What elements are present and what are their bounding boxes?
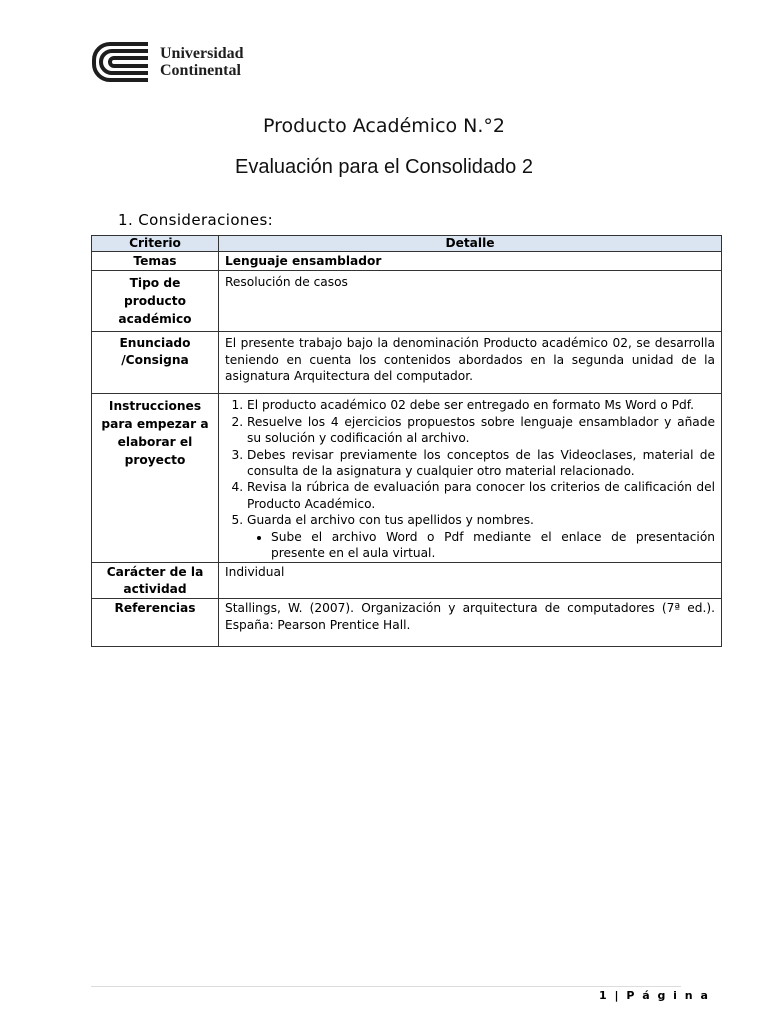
document-title: Producto Académico N.°2 xyxy=(262,115,506,137)
sub-list-item: • Sube el archivo Word o Pdf mediante el enlace de presentación presente en el aula virtual. xyxy=(271,529,715,562)
document-subtitle: Evaluación para el Consolidado 2 xyxy=(235,156,533,178)
considerations-table xyxy=(91,235,722,647)
detalle-cell: Stallings, W. (2007). Organización y arquitectura de computadores (7ª ed.). España: Pearson Prentice Hall. xyxy=(219,599,722,647)
list-item: 2. Resuelve los 4 ejercicios propuestos sobre lenguaje ensamblador y añade su solución y codificación al archivo. xyxy=(247,414,715,447)
logo-line-1: Universidad xyxy=(160,45,244,62)
footer-divider xyxy=(91,986,681,987)
table-row xyxy=(92,563,722,599)
table-row xyxy=(92,271,722,332)
detalle-cell: Individual xyxy=(219,563,722,599)
sub-list xyxy=(247,529,715,562)
criterio-cell: Tipo de producto académico xyxy=(92,271,219,332)
criterio-cell: Enunciado /Consigna xyxy=(92,332,219,394)
continental-logo-icon xyxy=(92,40,152,84)
list-item-text: Guarda el archivo con tus apellidos y nombres. xyxy=(247,513,534,528)
detalle-cell: Resolución de casos xyxy=(219,271,722,332)
criterio-cell: Referencias xyxy=(92,599,219,647)
instructions-list xyxy=(223,397,715,561)
list-item: 1. El producto académico 02 debe ser entregado en formato Ms Word o Pdf. xyxy=(247,397,715,413)
table-row xyxy=(92,394,722,563)
logo-text xyxy=(160,45,244,79)
criterio-cell: Instrucciones para empezar a elaborar el proyecto xyxy=(92,394,219,563)
detalle-cell xyxy=(219,394,722,563)
detalle-cell: Lenguaje ensamblador xyxy=(219,252,722,271)
table-row xyxy=(92,599,722,647)
logo-line-2: Continental xyxy=(160,62,241,79)
detalle-cell: El presente trabajo bajo la denominación Producto académico 02, se desarrolla teniendo en cuenta los contenidos abordados en la segunda unidad de la asignatura Arquitectura del computador. xyxy=(219,332,722,394)
table-row xyxy=(92,252,722,271)
table-row xyxy=(92,332,722,394)
list-item: 3. Debes revisar previamente los conceptos de las Videoclases, material de consulta de la asignatura y cualquier otro material relacionado. xyxy=(247,447,715,480)
header-criterio: Criterio xyxy=(92,236,219,252)
section-heading: 1. Consideraciones: xyxy=(118,211,274,229)
table-header-row xyxy=(92,236,722,252)
criterio-cell: Temas xyxy=(92,252,219,271)
list-item: 4. Revisa la rúbrica de evaluación para conocer los criterios de calificación del Producto Académico. xyxy=(247,479,715,512)
page-number: 1 | P á g i n a xyxy=(599,989,710,1002)
university-logo xyxy=(92,40,244,84)
list-item xyxy=(247,512,715,561)
criterio-cell: Carácter de la actividad xyxy=(92,563,219,599)
header-detalle: Detalle xyxy=(219,236,722,252)
